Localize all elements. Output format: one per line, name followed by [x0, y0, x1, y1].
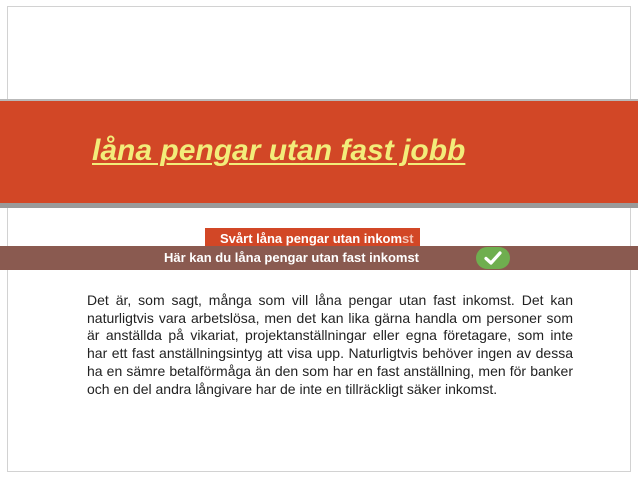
body-paragraph: Det är, som sagt, många som vill låna pengar utan fast inkomst. Det kan naturligtvis vara arbetslösa, men det kan lika gärna handla om personer som är anställda på vikariat, projektanställningar eller egna företagare, som inte har ett fast anställningsintyg att visa upp. Naturligtvis behöver ingen av dessa ha en sämre betalförmåga än den som har en fast anställning, men för banker och en del andra långivare har de inte en tillräckligt säker inkomst. [87, 292, 573, 397]
subtitle-tag-faded-text: st [402, 231, 414, 246]
slide-title: låna pengar utan fast jobb [92, 134, 466, 167]
checkmark-glyph [483, 250, 503, 266]
highlight-bar-text: Här kan du låna pengar utan fast inkomst [164, 250, 419, 265]
checkmark-icon [476, 247, 510, 269]
highlight-bar [0, 246, 638, 270]
subtitle-tag-text: Svårt låna pengar utan inkom [220, 231, 403, 246]
